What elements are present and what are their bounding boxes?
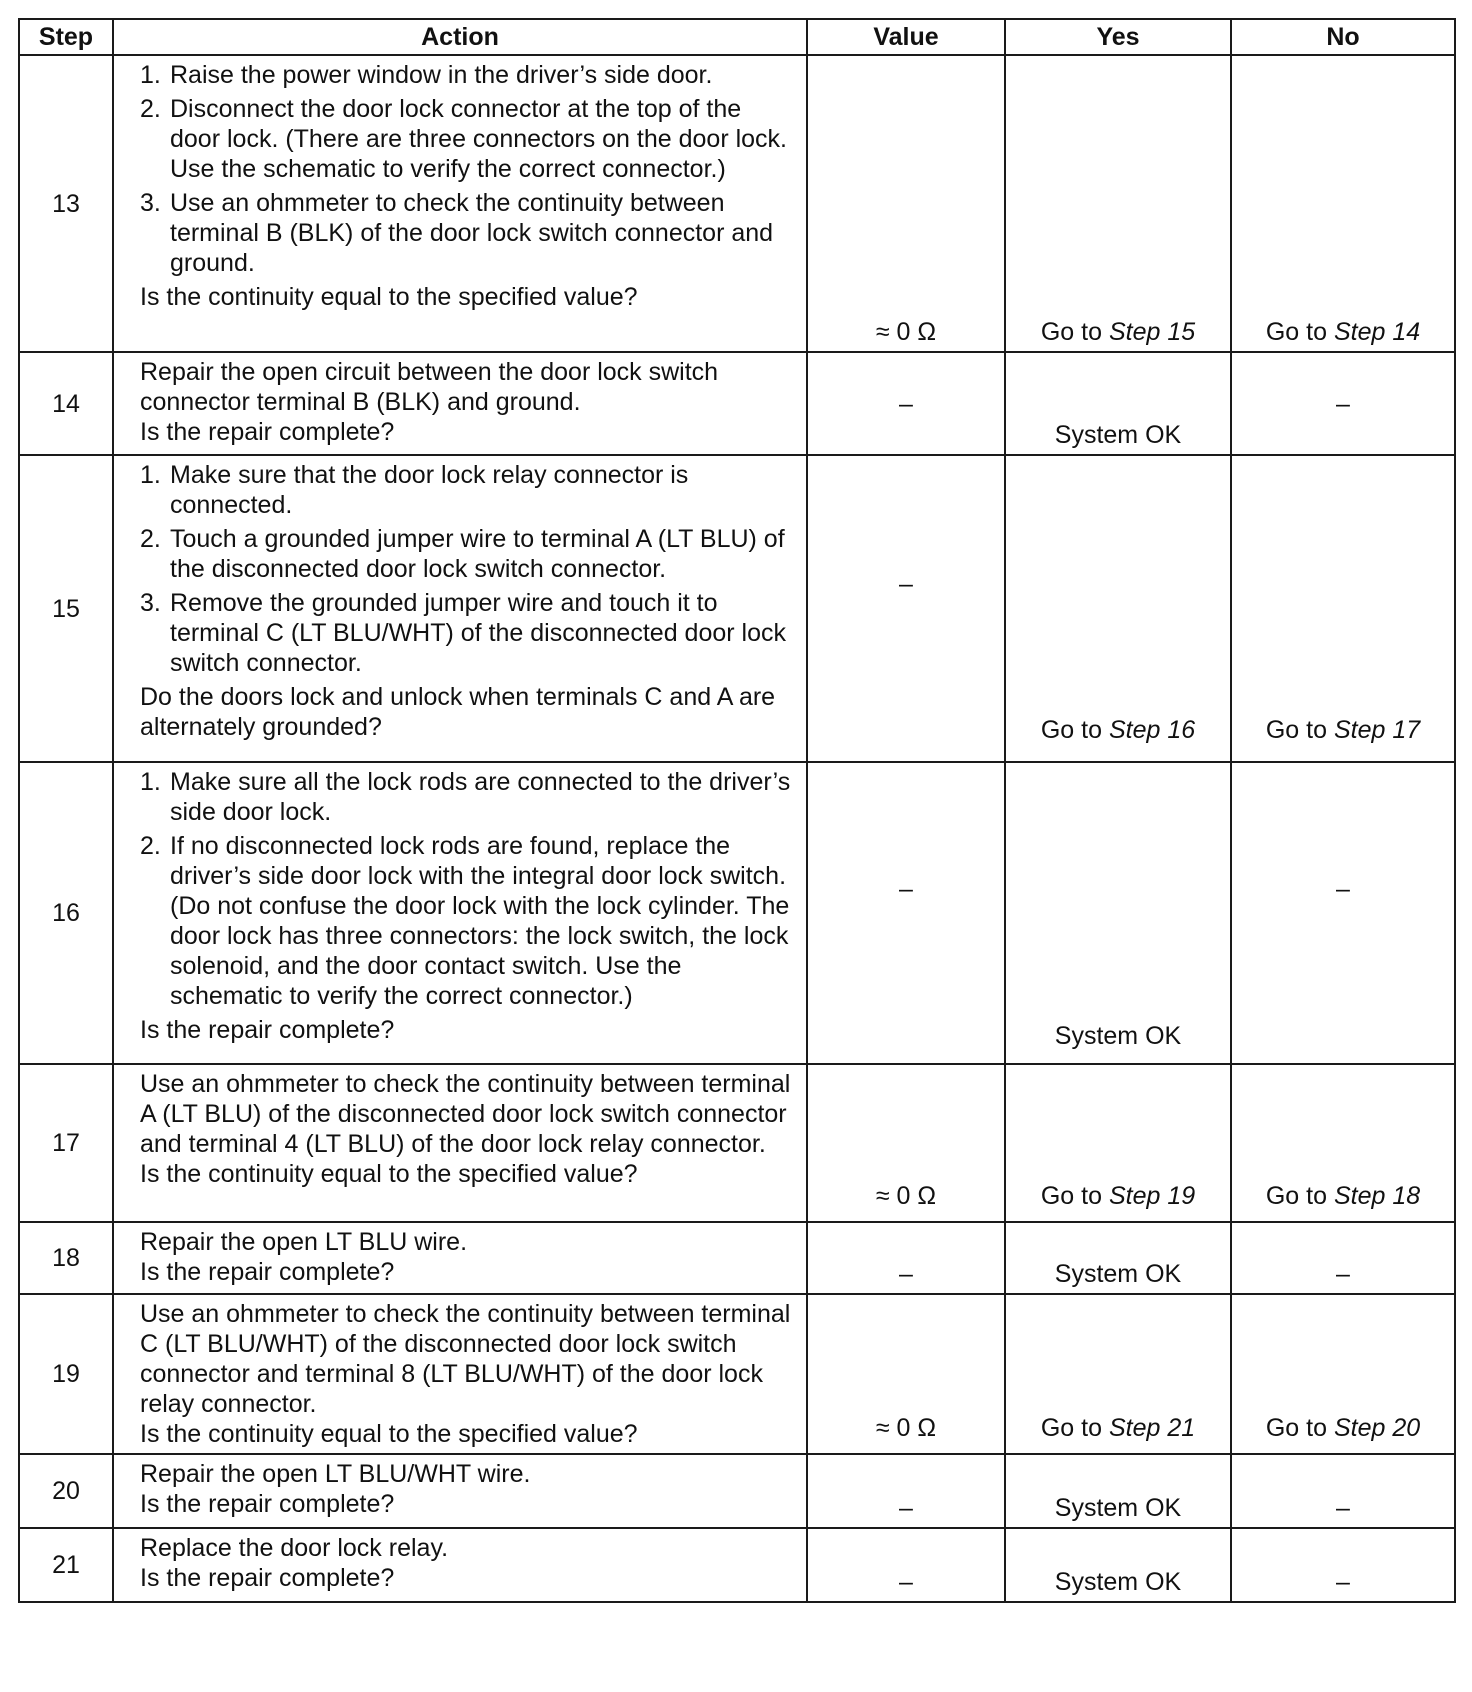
no-result <box>1232 317 1454 347</box>
yes-cell <box>1005 55 1231 352</box>
value-text: ≈ 0 Ω <box>875 1414 937 1442</box>
no-cell <box>1231 1528 1455 1602</box>
action-text: Repair the open LT BLU/WHT wire. <box>140 1460 531 1488</box>
no-result <box>1232 1413 1454 1443</box>
item-text: Touch a grounded jumper wire to terminal A (LT BLU) of the disconnected door lock switch connector. <box>170 525 785 583</box>
no-result: – <box>1336 1494 1350 1522</box>
table-row <box>19 1222 1455 1294</box>
no-cell <box>1231 1454 1455 1528</box>
header-value: Value <box>807 19 1005 55</box>
action-cell <box>113 762 807 1064</box>
item-text: Remove the grounded jumper wire and touch it to terminal C (LT BLU/WHT) of the disconnected door lock switch connector. <box>170 589 786 677</box>
action-cell <box>113 455 807 762</box>
action-question: Is the repair complete? <box>140 1016 395 1044</box>
no-result <box>1232 715 1454 745</box>
goto-step: Step 16 <box>1108 716 1196 744</box>
goto-prefix: Go to <box>1265 1182 1327 1210</box>
item-text: If no disconnected lock rods are found, replace the driver’s side door lock with the integral door lock switch. (Do not confuse the door lock with the lock cylinder. The door lock has three connectors: the lock switch, the lock solenoid, and the door contact switch. Use the schematic to verify the correct connector.) <box>170 832 790 1010</box>
item-number: 1. <box>140 461 161 489</box>
action-cell <box>113 1454 807 1528</box>
action-question: Is the continuity equal to the specified value? <box>140 1160 638 1188</box>
action-cell <box>113 1294 807 1454</box>
goto-step: Step 14 <box>1333 318 1421 346</box>
yes-result <box>1006 1413 1230 1443</box>
value-cell <box>807 1222 1005 1294</box>
yes-result: System OK <box>1054 421 1182 449</box>
action-question: Is the repair complete? <box>140 1258 395 1286</box>
no-cell <box>1231 1222 1455 1294</box>
yes-result: System OK <box>1054 1022 1182 1050</box>
goto-step: Step 15 <box>1108 318 1196 346</box>
diagnostic-sheet <box>18 18 1454 1603</box>
value-text: – <box>899 875 913 903</box>
action-cell <box>113 1528 807 1602</box>
action-question: Is the continuity equal to the specified value? <box>140 283 638 311</box>
step-number: 18 <box>19 1222 113 1294</box>
value-text: ≈ 0 Ω <box>875 1182 937 1210</box>
goto-step: Step 18 <box>1333 1182 1421 1210</box>
action-cell <box>113 352 807 455</box>
step-number: 15 <box>19 455 113 762</box>
item-number: 2. <box>140 525 161 553</box>
item-number: 2. <box>140 95 161 123</box>
no-result <box>1232 1181 1454 1211</box>
no-cell <box>1231 1294 1455 1454</box>
item-text: Make sure that the door lock relay connector is connected. <box>170 461 689 519</box>
list-item <box>140 767 794 827</box>
value-cell <box>807 55 1005 352</box>
yes-result: System OK <box>1054 1260 1182 1288</box>
yes-cell <box>1005 1528 1231 1602</box>
value-cell <box>807 1294 1005 1454</box>
value-cell <box>807 352 1005 455</box>
action-question: Is the repair complete? <box>140 1564 395 1592</box>
value-cell <box>807 1064 1005 1222</box>
value-cell <box>807 455 1005 762</box>
action-steps <box>140 60 794 278</box>
list-item <box>140 524 794 584</box>
step-number: 13 <box>19 55 113 352</box>
table-row <box>19 762 1455 1064</box>
action-text: Use an ohmmeter to check the continuity between terminal A (LT BLU) of the disconnected door lock switch connector and terminal 4 (LT BLU) of the door lock relay connector. <box>140 1070 791 1158</box>
table-row <box>19 55 1455 352</box>
value-text: – <box>899 1568 913 1596</box>
goto-step: Step 21 <box>1108 1414 1196 1442</box>
action-cell <box>113 1064 807 1222</box>
action-text: Use an ohmmeter to check the continuity between terminal C (LT BLU/WHT) of the disconnected door lock switch connector and terminal 8 (LT BLU/WHT) of the door lock relay connector. <box>140 1300 791 1418</box>
yes-result <box>1006 1181 1230 1211</box>
item-number: 1. <box>140 61 161 89</box>
action-question: Is the repair complete? <box>140 418 395 446</box>
step-number: 20 <box>19 1454 113 1528</box>
step-number: 16 <box>19 762 113 1064</box>
no-cell <box>1231 762 1455 1064</box>
value-text: – <box>899 1260 913 1288</box>
yes-result <box>1006 715 1230 745</box>
yes-result <box>1006 317 1230 347</box>
list-item <box>140 60 794 90</box>
item-text: Disconnect the door lock connector at the top of the door lock. (There are three connectors on the door lock. Use the schematic to verify the correct connector.) <box>170 95 787 183</box>
value-cell <box>807 1528 1005 1602</box>
value-text: ≈ 0 Ω <box>875 318 937 346</box>
item-number: 3. <box>140 189 161 217</box>
header-step: Step <box>19 19 113 55</box>
value-cell <box>807 762 1005 1064</box>
goto-prefix: Go to <box>1265 716 1327 744</box>
yes-cell <box>1005 1294 1231 1454</box>
action-question: Is the continuity equal to the specified value? <box>140 1420 638 1448</box>
diagnostic-table <box>18 18 1456 1603</box>
table-row <box>19 352 1455 455</box>
goto-prefix: Go to <box>1040 716 1102 744</box>
yes-cell <box>1005 455 1231 762</box>
value-cell <box>807 1454 1005 1528</box>
table-row <box>19 1294 1455 1454</box>
header-yes: Yes <box>1005 19 1231 55</box>
item-number: 1. <box>140 768 161 796</box>
table-row <box>19 455 1455 762</box>
action-cell <box>113 55 807 352</box>
no-result: – <box>1336 1260 1350 1288</box>
no-cell <box>1231 1064 1455 1222</box>
no-result: – <box>1336 389 1350 418</box>
goto-step: Step 20 <box>1333 1414 1421 1442</box>
action-text: Repair the open LT BLU wire. <box>140 1228 468 1256</box>
list-item <box>140 460 794 520</box>
goto-prefix: Go to <box>1265 1414 1327 1442</box>
no-cell <box>1231 352 1455 455</box>
no-result: – <box>1336 875 1350 903</box>
goto-step: Step 19 <box>1108 1182 1196 1210</box>
yes-result: System OK <box>1054 1494 1182 1522</box>
item-text: Raise the power window in the driver’s side door. <box>170 61 713 89</box>
table-row <box>19 1064 1455 1222</box>
item-text: Make sure all the lock rods are connected to the driver’s side door lock. <box>170 768 791 826</box>
value-text: – <box>899 1494 913 1522</box>
action-steps <box>140 460 794 678</box>
no-cell <box>1231 455 1455 762</box>
header-row <box>19 19 1455 55</box>
step-number: 19 <box>19 1294 113 1454</box>
yes-cell <box>1005 762 1231 1064</box>
step-number: 17 <box>19 1064 113 1222</box>
action-text: Repair the open circuit between the door lock switch connector terminal B (BLK) and ground. <box>140 358 719 416</box>
action-steps <box>140 767 794 1011</box>
goto-prefix: Go to <box>1040 1414 1102 1442</box>
no-cell <box>1231 55 1455 352</box>
list-item <box>140 831 794 1011</box>
header-no: No <box>1231 19 1455 55</box>
item-number: 3. <box>140 589 161 617</box>
yes-cell <box>1005 1064 1231 1222</box>
yes-cell <box>1005 1454 1231 1528</box>
goto-prefix: Go to <box>1040 1182 1102 1210</box>
list-item <box>140 588 794 678</box>
table-row <box>19 1454 1455 1528</box>
goto-prefix: Go to <box>1265 318 1327 346</box>
action-text: Replace the door lock relay. <box>140 1534 449 1562</box>
step-number: 14 <box>19 352 113 455</box>
yes-cell <box>1005 1222 1231 1294</box>
value-text: – <box>899 570 913 599</box>
yes-cell <box>1005 352 1231 455</box>
goto-prefix: Go to <box>1040 318 1102 346</box>
value-text: – <box>899 389 913 418</box>
yes-result: System OK <box>1054 1568 1182 1596</box>
list-item <box>140 188 794 278</box>
header-action: Action <box>113 19 807 55</box>
step-number: 21 <box>19 1528 113 1602</box>
item-number: 2. <box>140 832 161 860</box>
action-cell <box>113 1222 807 1294</box>
action-question: Do the doors lock and unlock when terminals C and A are alternately grounded? <box>140 683 776 741</box>
action-question: Is the repair complete? <box>140 1490 395 1518</box>
table-row <box>19 1528 1455 1602</box>
no-result: – <box>1336 1568 1350 1596</box>
list-item <box>140 94 794 184</box>
goto-step: Step 17 <box>1333 716 1421 744</box>
item-text: Use an ohmmeter to check the continuity between terminal B (BLK) of the door lock switch connector and ground. <box>170 189 774 277</box>
